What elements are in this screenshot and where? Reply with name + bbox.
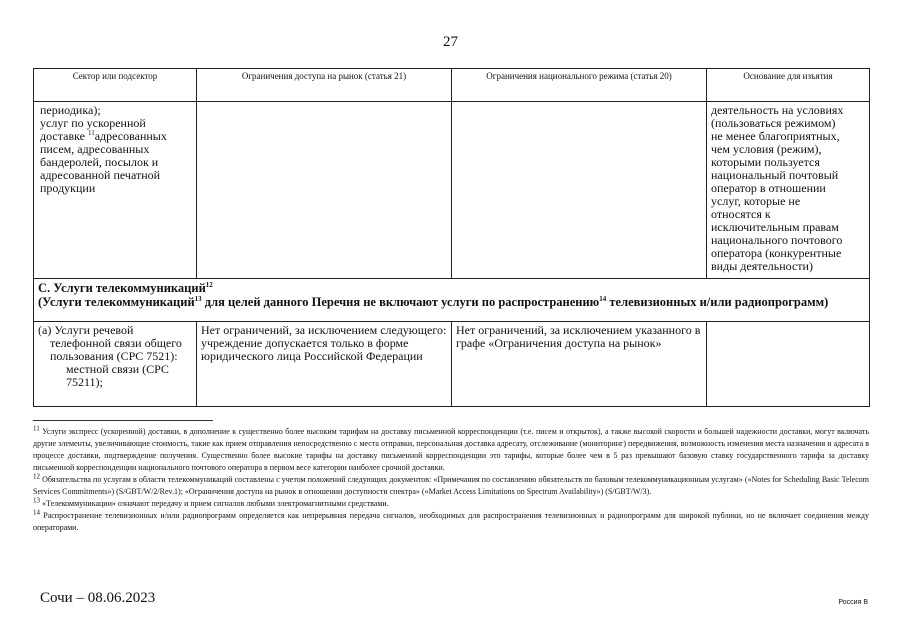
footnote-text: Обязательства по услугам в области телекоммуникаций составлены с учетом положений следующих документов: «Примечания по составлению обязательств по базовым телекоммуникационным услугам» («Notes for Scheduling Basic Telecom Services Commitments») (S/GBT/W/2/Rev.1); «Ограничения доступа на рынок в отношении доступности спектра» («Market Access Limitations on Spectrum Availability») (S/GBT/W/3). bbox=[33, 475, 870, 496]
basis-line: виды деятельности) bbox=[711, 259, 813, 273]
sector-line-text: адресованных bbox=[94, 129, 167, 143]
footnote-divider bbox=[33, 420, 213, 421]
sector-cell bbox=[34, 102, 197, 279]
sector-cell bbox=[34, 322, 197, 407]
sector-line: бандеролей, посылок и bbox=[40, 155, 159, 169]
basis-line: которыми пользуется bbox=[711, 155, 820, 169]
basis-line: не менее благоприятных, bbox=[711, 129, 840, 143]
basis-line: (пользоваться режимом) bbox=[711, 116, 836, 130]
page-number: 27 bbox=[443, 34, 458, 50]
basis-cell bbox=[707, 102, 870, 279]
footer-label: Россия В bbox=[838, 599, 868, 606]
footnotes bbox=[33, 426, 869, 534]
basis-line: чем условия (режим), bbox=[711, 142, 822, 156]
footnote-number: 11 bbox=[33, 424, 40, 433]
basis-line: относятся к bbox=[711, 207, 771, 221]
market-access-text: Нет ограничений, за исключением следующего: bbox=[201, 323, 447, 337]
national-treatment-cell: Нет ограничений, за исключением указанного в графе «Ограничения доступа на рынок» bbox=[452, 322, 707, 407]
footnote bbox=[33, 510, 869, 534]
sector-line: продукции bbox=[40, 181, 96, 195]
footnote-text: Услуги экспресс (ускоренной) доставки, в дополнение к существенно более высоким тарифам на доставку письменной корреспонденции (т.е. писем и открыток), а также высокой скорости и большей надежности доставки, могут включать другие элементы, увеличивающие стоимость, такие как прием отправления непосредственно с места отправки, персональная доставка адресату, отслеживание (мониторинг) передвижения, возможность изменения места назначения и адресата в процессе доставки, подтверждение получения. Существенно более высокие тарифы на доставку письменной корреспонденции это тарифы, которые более чем в 5 раз превышают базовую ставку государственного тарифа за доставку письменной корреспонденции национального почтового оператора в первом весе категории наиболее срочной доставки. bbox=[33, 427, 870, 472]
basis-line: оператор в отношении bbox=[711, 181, 826, 195]
footnote-ref: 12 bbox=[205, 280, 213, 289]
table-row bbox=[34, 322, 870, 407]
footnote-number: 14 bbox=[33, 508, 40, 517]
section-subtitle-text: телевизионных и/или радиопрограмм) bbox=[606, 295, 829, 309]
section-subtitle-text: (Услуги телекоммуникаций bbox=[38, 295, 195, 309]
section-title bbox=[38, 281, 865, 295]
sector-line: адресованной печатной bbox=[40, 168, 161, 182]
sector-line: писем, адресованных bbox=[40, 142, 150, 156]
header-national-treatment: Ограничения национального режима (статья 20) bbox=[452, 69, 707, 102]
basis-line: деятельность на условиях bbox=[711, 103, 844, 117]
section-heading-cell bbox=[34, 279, 870, 322]
footnote-ref: 13 bbox=[194, 294, 202, 303]
market-access-text: учреждение допускается только в форме юридического лица Российской Федерации bbox=[201, 336, 423, 363]
footnote-ref: 11 bbox=[87, 129, 95, 137]
header-sector: Сектор или подсектор bbox=[34, 69, 197, 102]
table-row bbox=[34, 102, 870, 279]
sector-line: периодика); bbox=[40, 103, 101, 117]
footer-place-date: Сочи – 08.06.2023 bbox=[40, 590, 156, 606]
footnote-number: 13 bbox=[33, 496, 40, 505]
national-treatment-cell bbox=[452, 102, 707, 279]
basis-line: национального почтового bbox=[711, 233, 843, 247]
section-heading-row bbox=[34, 279, 870, 322]
market-access-cell bbox=[197, 102, 452, 279]
footnote bbox=[33, 498, 869, 510]
basis-line: услуг, которые не bbox=[711, 194, 801, 208]
footnote-ref: 14 bbox=[599, 294, 607, 303]
sector-item: (a) Услуги речевой телефонной связи общего пользования (CPC 7521): bbox=[38, 323, 182, 363]
footnote bbox=[33, 426, 869, 474]
header-market-access: Ограничения доступа на рынок (статья 21) bbox=[197, 69, 452, 102]
sector-line-text: доставке bbox=[40, 129, 88, 143]
basis-line: оператора (конкурентные bbox=[711, 246, 842, 260]
section-title-text: C. Услуги телекоммуникаций bbox=[38, 281, 206, 295]
footnote-text: Распространение телевизионных и/или радиопрограмм определяется как непрерывная передача сигналов, необходимых для распространения телевизионных и радиопрограмм для широкой публики, но не включает соединения между операторами. bbox=[33, 511, 869, 532]
sector-subitem: местной связи (CPC 75211); bbox=[66, 362, 169, 389]
header-basis: Основание для изъятия bbox=[707, 69, 870, 102]
footnote-text: «Телекоммуникации» означают передачу и прием сигналов любыми электромагнитными средствами. bbox=[42, 499, 389, 508]
footnote bbox=[33, 474, 869, 498]
basis-line: исключительным правам bbox=[711, 220, 839, 234]
table-header-row bbox=[34, 69, 870, 102]
basis-cell bbox=[707, 322, 870, 407]
market-access-cell bbox=[197, 322, 452, 407]
sector-line: услуг по ускоренной bbox=[40, 116, 146, 130]
footnote-number: 12 bbox=[33, 472, 40, 481]
basis-line: национальный почтовый bbox=[711, 168, 839, 182]
section-subtitle-text: для целей данного Перечня не включают услуги по распространению bbox=[201, 295, 600, 309]
schedule-table bbox=[33, 68, 870, 407]
section-subtitle bbox=[38, 295, 865, 309]
